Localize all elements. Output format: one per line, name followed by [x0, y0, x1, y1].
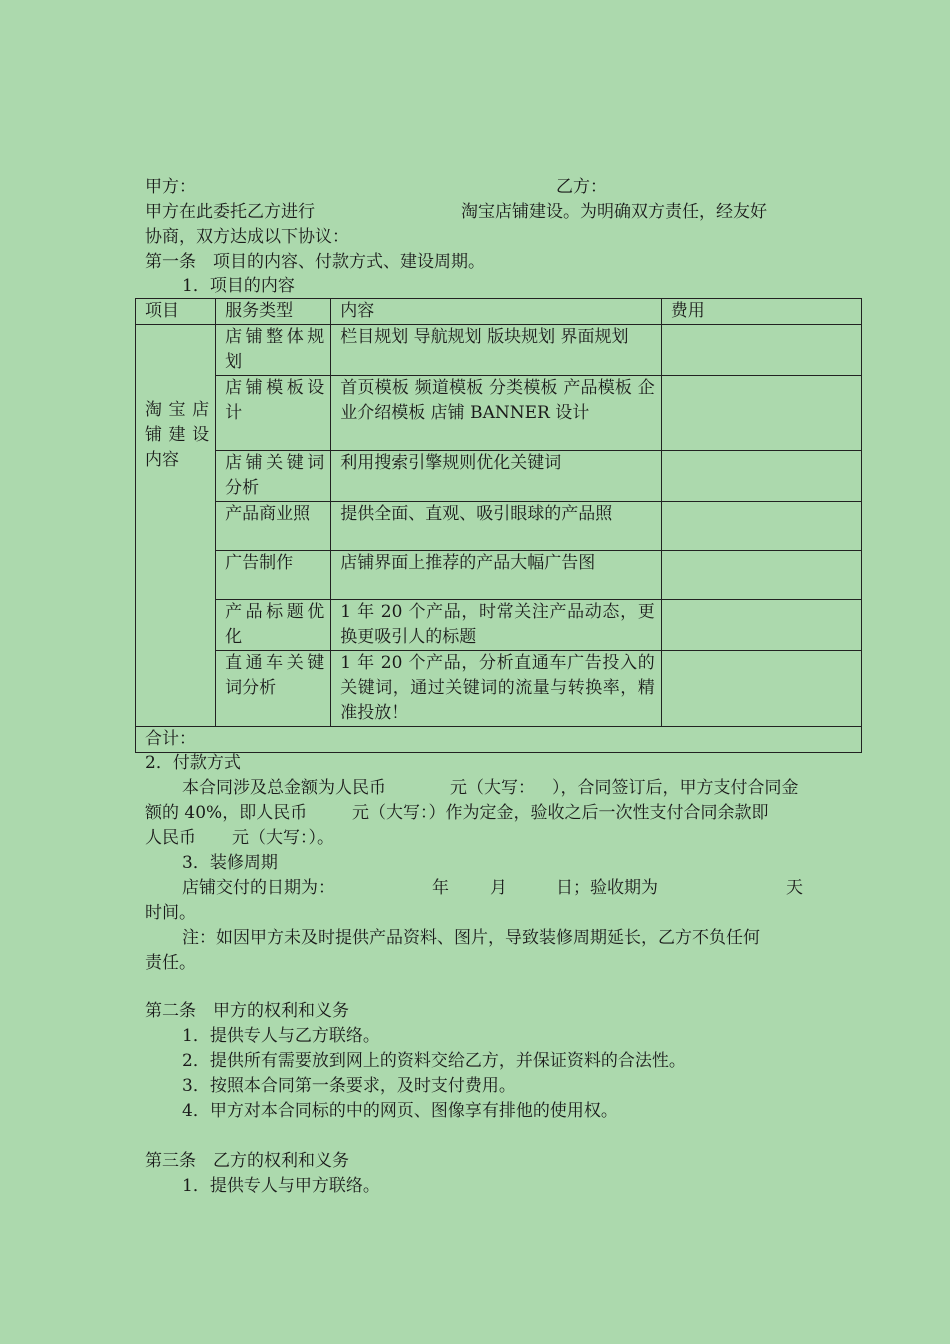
row-fee — [661, 376, 861, 451]
table-row — [136, 551, 862, 600]
total-label: 合计： — [136, 727, 862, 753]
note-line-2: 责任。 — [145, 953, 196, 973]
row-fee — [661, 325, 861, 376]
payment-line-2b: 元（大写：）作为定金，验收之后一次性支付合同余款即 — [352, 803, 769, 823]
article1-sub1: 1．项目的内容 — [182, 276, 295, 296]
table-row — [136, 502, 862, 551]
service-items-table — [135, 298, 862, 753]
article3-item: 1．提供专人与甲方联络。 — [182, 1176, 380, 1196]
row-fee — [661, 451, 861, 502]
period-year: 年 — [432, 878, 449, 898]
row-content: 1 年 20 个产品，时常关注产品动态，更换更吸引人的标题 — [331, 600, 661, 651]
period-line-1a: 店铺交付的日期为： — [182, 878, 335, 898]
period-day: 日；验收期为 — [556, 878, 658, 898]
group-label: 淘宝店铺建设内容 — [136, 325, 216, 727]
payment-line-1a: 本合同涉及总金额为人民币 — [182, 778, 386, 798]
article2-item: 2．提供所有需要放到网上的资料交给乙方，并保证资料的合法性。 — [182, 1051, 686, 1071]
row-content: 1 年 20 个产品，分析直通车广告投入的关键词，通过关键词的流量与转换率，精准投放！ — [331, 651, 661, 727]
note-line-1: 注：如因甲方未及时提供产品资料、图片，导致装修周期延长，乙方不负任何 — [182, 928, 760, 948]
row-content: 店铺界面上推荐的产品大幅广告图 — [331, 551, 661, 600]
intro-line-1a: 甲方在此委托乙方进行 — [145, 202, 315, 222]
row-type: 店铺模板设计 — [216, 376, 331, 451]
payment-line-1c: ），合同签订后，甲方支付合同金 — [552, 778, 799, 798]
payment-line-3b: 元（大写：）。 — [232, 828, 334, 848]
table-row — [136, 600, 862, 651]
row-fee — [661, 551, 861, 600]
article1-sub3: 3．装修周期 — [182, 853, 278, 873]
row-content: 提供全面、直观、吸引眼球的产品照 — [331, 502, 661, 551]
row-fee — [661, 502, 861, 551]
row-fee — [661, 651, 861, 727]
header-content: 内容 — [331, 299, 661, 325]
article2-item: 1．提供专人与乙方联络。 — [182, 1026, 380, 1046]
row-type: 店铺关键词分析 — [216, 451, 331, 502]
party-a-label: 甲方： — [145, 177, 196, 197]
table-row — [136, 376, 862, 451]
row-type: 产品商业照 — [216, 502, 331, 551]
table-header-row — [136, 299, 862, 325]
article1-sub2: 2．付款方式 — [145, 753, 241, 773]
header-fee: 费用 — [661, 299, 861, 325]
period-month: 月 — [490, 878, 507, 898]
row-content: 利用搜索引擎规则优化关键词 — [331, 451, 661, 502]
table-total-row — [136, 727, 862, 753]
article2-item: 3．按照本合同第一条要求，及时支付费用。 — [182, 1076, 516, 1096]
table-row — [136, 325, 862, 376]
intro-line-2: 协商，双方达成以下协议： — [145, 227, 349, 247]
table-row — [136, 451, 862, 502]
article1-title: 第一条 项目的内容、付款方式、建设周期。 — [145, 252, 485, 272]
intro-line-1b: 淘宝店铺建设。为明确双方责任，经友好 — [461, 202, 767, 222]
payment-line-2a: 额的 40%，即人民币 — [145, 803, 308, 823]
article3-title: 第三条 乙方的权利和义务 — [145, 1151, 349, 1171]
row-content: 栏目规划 导航规划 版块规划 界面规划 — [331, 325, 661, 376]
article2-title: 第二条 甲方的权利和义务 — [145, 1001, 349, 1021]
article2-item: 4．甲方对本合同标的中的网页、图像享有排他的使用权。 — [182, 1101, 618, 1121]
party-b-label: 乙方： — [556, 177, 607, 197]
period-line-2: 时间。 — [145, 903, 196, 923]
row-type: 广告制作 — [216, 551, 331, 600]
row-type: 产品标题优化 — [216, 600, 331, 651]
row-type: 直通车关键词分析 — [216, 651, 331, 727]
header-project: 项目 — [136, 299, 216, 325]
table-row — [136, 651, 862, 727]
row-type: 店铺整体规划 — [216, 325, 331, 376]
payment-line-3a: 人民币 — [145, 828, 196, 848]
header-service-type: 服务类型 — [216, 299, 331, 325]
payment-line-1b: 元（大写： — [450, 778, 535, 798]
row-content: 首页模板 频道模板 分类模板 产品模板 企业介绍模板 店铺 BANNER 设计 — [331, 376, 661, 451]
row-fee — [661, 600, 861, 651]
period-days: 天 — [786, 878, 803, 898]
